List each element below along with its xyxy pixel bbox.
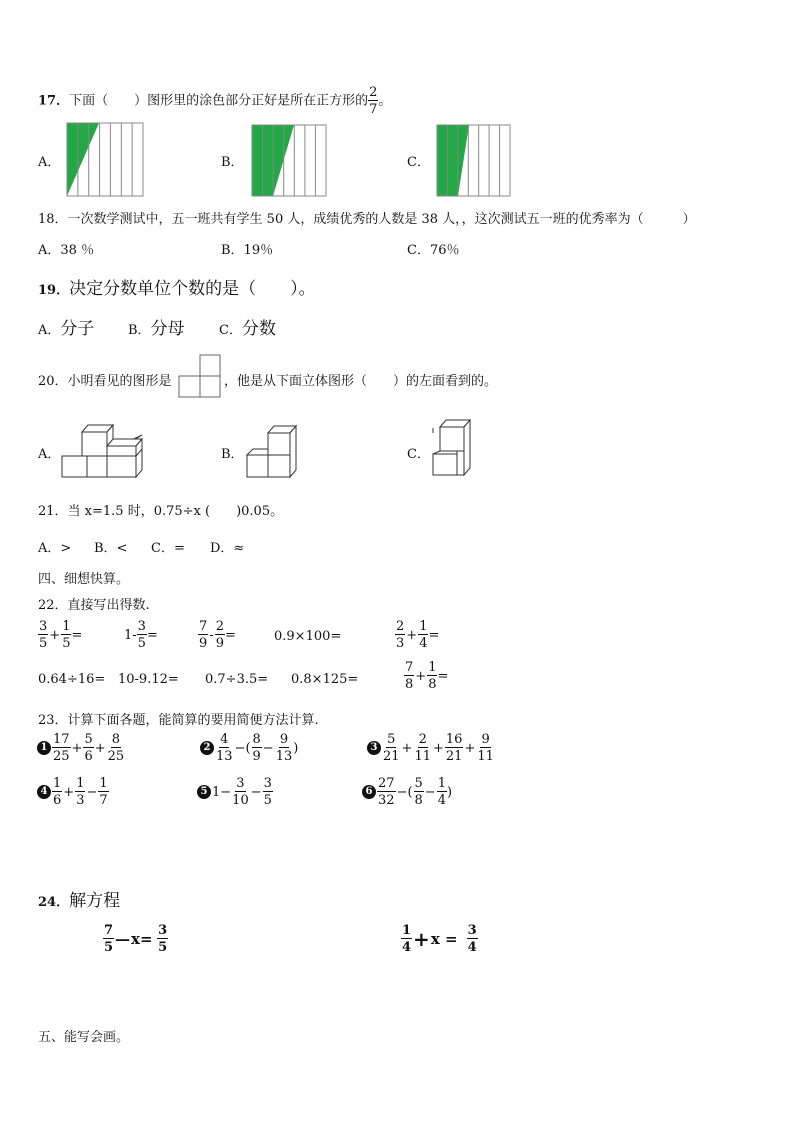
q23-problem-5: 5 1− $\frac{3}{10}$ − $\frac{3}{5}$	[197, 777, 273, 807]
q19-option-b[interactable]: B．分母	[128, 319, 185, 339]
section-5-heading: 五、能写会画。	[38, 1030, 130, 1045]
q17-stem: 17．下面（ ）图形里的涂色部分正好是所在正方形的 $\frac{2}{7}$ 。	[38, 85, 392, 117]
marker-6: 6	[362, 785, 376, 799]
marker-4: 4	[37, 785, 51, 799]
q17-figure-a	[66, 122, 144, 197]
q21-option-b[interactable]: B．<	[94, 541, 128, 556]
q18-option-c[interactable]: C．76％	[407, 243, 460, 258]
q20-stem-pre: 20．小明看见的图形是	[38, 374, 172, 389]
q24-equation-1: 7 5 — x= $\frac{3}{5}$	[104, 923, 168, 955]
q18-option-b[interactable]: B．19％	[221, 243, 274, 258]
q17-option-b[interactable]: B．	[221, 155, 244, 170]
q20-option-a[interactable]: A．	[38, 447, 61, 462]
marker-1: 1	[37, 741, 51, 755]
q20-stem-post: ，他是从下面立体图形（ ）的左面看到的。	[224, 374, 498, 389]
q22-expr-8: 0.7÷3.5=	[205, 672, 269, 687]
q23-problem-6: 6 27 32 −( 5 8 − $\frac{1}{4}$ )	[362, 777, 452, 807]
q19-option-c[interactable]: C．分数	[219, 319, 276, 339]
q22-expr-2: 1- $\frac{3}{5}$ =	[124, 619, 158, 651]
q20-option-c[interactable]: C．	[407, 447, 430, 462]
section-4-heading: 四、细想快算。	[38, 572, 130, 587]
marker-2: 2	[200, 741, 214, 755]
marker-3: 3	[367, 741, 381, 755]
q21-option-c[interactable]: C．=	[151, 541, 185, 556]
q23-title: 23．计算下面各题，能简算的要用简便方法计算.	[38, 713, 319, 728]
q19-stem: 19．决定分数单位个数的是（ ）。	[38, 279, 316, 299]
q22-expr-9: 0.8×125=	[291, 672, 359, 687]
q22-expr-6: 0.64÷16=	[38, 672, 106, 687]
q20-solid-c	[430, 418, 474, 480]
q20-solid-b	[246, 424, 300, 480]
q20-solid-a	[60, 422, 144, 480]
q18-option-a[interactable]: A．38 ％	[38, 243, 95, 258]
q20-option-b[interactable]: B．	[221, 447, 244, 462]
q23-problem-1: 1 17 25 + $\frac{5}{6}$ + $\frac{8}{25}$	[37, 733, 125, 763]
q22-expr-10: 7 8 + $\frac{1}{8}$ =	[405, 660, 449, 692]
q17-option-c[interactable]: C．	[407, 155, 430, 170]
q23-problem-2: 2 4 13 −( 8 9 − $\frac{9}{13}$ )	[200, 733, 298, 763]
q23-problem-3: 3 5 21 + $\frac{2}{11}$ + $\frac{16}{21}$ + $\frac{9}{11}$	[367, 733, 495, 763]
q24-title: 24．解方程	[38, 891, 121, 911]
q22-title: 22．直接写出得数.	[38, 598, 150, 613]
q23-problem-4: 4 1 6 + $\frac{1}{3}$ − $\frac{1}{7}$	[37, 777, 109, 807]
q21-stem: 21．当 x=1.5 时，0.75÷x ( )0.05。	[38, 504, 284, 519]
q19-option-a[interactable]: A．分子	[38, 319, 95, 339]
q24-equation-2: 1 4 + x = $\frac{3}{4}$	[402, 923, 477, 955]
q17-option-a[interactable]: A．	[38, 155, 61, 170]
q22-expr-5: 2 3 + $\frac{1}{4}$ =	[396, 619, 440, 651]
q22-expr-1: 3 5 + $\frac{1}{5}$ =	[39, 619, 83, 651]
marker-5: 5	[197, 785, 211, 799]
q17-figure-c	[436, 124, 511, 197]
q22-expr-7: 10-9.12=	[118, 672, 179, 687]
q17-fraction: $\frac{2}{7}$	[369, 85, 378, 117]
q18-stem: 18．一次数学测试中，五一班共有学生 50 人，成绩优秀的人数是 38 人，，这次测试五一班的优秀率为（ ）	[38, 212, 696, 227]
q21-option-a[interactable]: A．>	[38, 541, 72, 556]
q22-expr-3: 7 9 - $\frac{2}{9}$ =	[199, 619, 236, 651]
q21-option-d[interactable]: D．≈	[210, 541, 245, 556]
q17-figure-b	[251, 124, 327, 197]
q22-expr-4: 0.9×100=	[274, 629, 342, 644]
q20-view-figure	[178, 354, 222, 398]
